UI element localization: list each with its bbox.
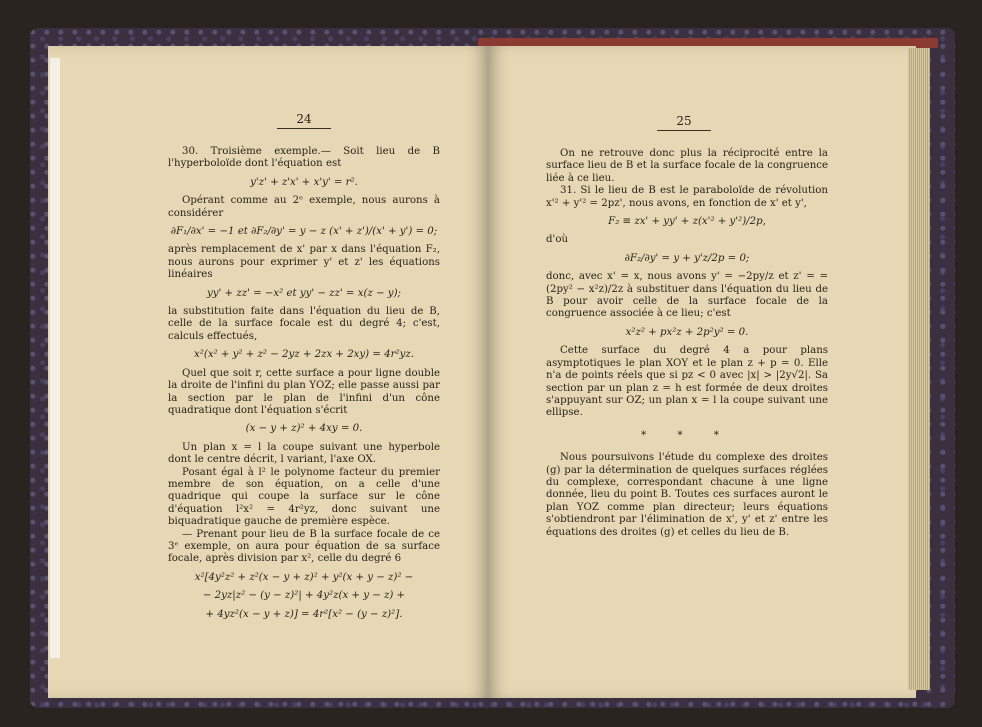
paragraph: 31. Si le lieu de B est le paraboloïde de révolution x'² + y'² = 2pz', nous avons, en fonction de x' et y', [546, 185, 828, 209]
equation: x²z² + px²z + 2p²y² = 0. [625, 326, 749, 338]
equation: + 4yz²(x − y + z)] = 4r²[x² − (y − z)²]. [205, 608, 403, 620]
right-page-number: 25 [654, 114, 714, 131]
left-page-number: 24 [274, 112, 334, 129]
paragraph: donc, avec x' = x, nous avons y' = −2py/z et z' = = (2py² − x²z)/2z à substituer dans l'équation du lieu de B pour avoir celle de la surface focale de la congruence associée à ce lieu; c'est [546, 271, 828, 320]
section-separator: * * * [641, 429, 733, 441]
paragraph: 30. Troisième exemple.— Soit lieu de B l'hyperboloïde dont l'équation est [168, 146, 440, 170]
paragraph: Posant égal à l² le polynome facteur du premier membre de son équation, on a celle d'une quadrique qui coupe la surface sur le cône d'équation l²x² = 4r²yz, donc suivant une biquadratique gauche de première espèce. [168, 466, 440, 528]
right-page-text [546, 148, 828, 539]
equation: ∂F₂/∂y' = y + y'z/2p = 0; [624, 252, 750, 264]
right-page [488, 46, 916, 698]
paragraph: Cette surface du degré 4 a pour plans asymptotiques le plan XOY et le plan z + p = 0. Elle n'a de points réels que si pz < 0 avec |x| > |2y√2|. Sa section par un plan z = h est formée de deux droites s'appuyant sur OZ; un plan x = l la coupe suivant une ellipse. [546, 345, 828, 419]
equation: F₂ ≡ zx' + yy' + z(x'² + y'²)/2p, [608, 216, 766, 228]
paragraph: Opérant comme au 2ᵉ exemple, nous aurons à considérer [168, 195, 440, 219]
page-edges [908, 48, 930, 690]
left-page [48, 46, 488, 698]
equation: yy' + zz' = −x² et yy' − zz' = x(z − y); [207, 287, 401, 299]
equation: y'z' + z'x' + x'y' = r². [250, 176, 358, 188]
equation: ∂F₁/∂x' = −1 et ∂F₂/∂y' = y − z (x' + z')/(x' + y') = 0; [170, 226, 438, 238]
paragraph: la substitution faite dans l'équation du lieu de B, celle de la surface focale est du degré 4; c'est, calculs effectués, [168, 306, 440, 342]
equation: (x − y + z)² + 4xy = 0. [245, 423, 363, 435]
left-page-text [168, 146, 440, 627]
paragraph: — Prenant pour lieu de B la surface focale de ce 3ᵉ exemple, on aura pour équation de sa surface focale, après division par x², celle du degré 6 [168, 528, 440, 565]
page-tab-strip [50, 58, 60, 658]
equation: x²(x² + y² + z² − 2yz + 2zx + 2xy) = 4r²yz. [194, 349, 414, 361]
paragraph: On ne retrouve donc plus la réciprocité entre la surface lieu de B et la surface focale de la congruence liée à ce lieu. [546, 148, 828, 184]
paragraph: Un plan x = l la coupe suivant une hyperbole dont le centre décrit, l variant, l'axe OX. [168, 441, 440, 466]
paragraph: Quel que soit r, cette surface a pour ligne double la droite de l'infini du plan YOZ; elle passe aussi par la section par le plan de l'infini d'un cône quadratique dont l'équation s'écrit [168, 367, 440, 416]
equation: − 2yz|z² − (y − z)²| + 4y²z(x + y − z) + [202, 590, 406, 602]
paragraph: d'où [546, 234, 569, 246]
paragraph: après remplacement de x' par x dans l'équation F₂, nous aurons pour exprimer y' et z' les équations linéaires [168, 244, 440, 281]
paragraph: Nous poursuivons l'étude du complexe des droites (g) par la détermination de quelques surfaces réglées du complexe, correspondant chacune à une ligne donnée, lieu du point B. Toutes ces surfaces auront le plan YOZ comme plan directeur; leurs équations s'obtiendront par l'élimination de x', y' et z' entre les équations des droites (g) et celles du lieu de B. [546, 452, 828, 538]
equation: x²[4y²z² + z²(x − y + z)² + y²(x + y − z)² − [194, 571, 414, 583]
